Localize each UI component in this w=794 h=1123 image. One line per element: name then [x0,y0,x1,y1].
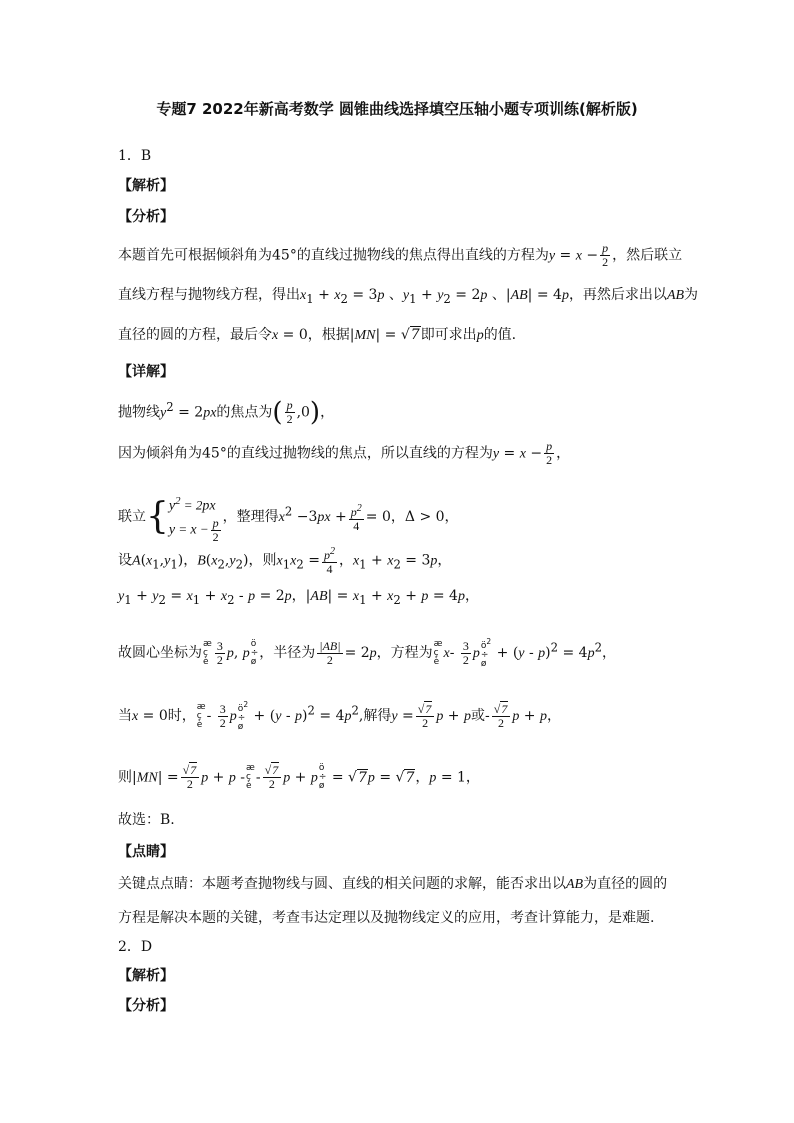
q1-xiangjie-header: 【详解】 [118,364,174,380]
q1-detail-line-5: $y_1 + y_2 = x_1 + x_2 - p = 2p$，$|AB| = x_1 + x_2 + p = 4p$， [118,588,479,607]
q2-answer: 2．D [118,939,153,955]
q1-detail-line-1: 抛物线$y^2 = 2px$的焦点为( $\frac{p}{2}$ ,0)， [118,397,335,428]
q1-answer: 1．B [118,148,152,164]
q2-jiexi-header: 【解析】 [118,968,174,984]
q1-jiexi-header: 【解析】 [118,178,174,194]
q1-detail-line-7: 当x = 0时， æ ç è - $\frac{3}{2}$ p $ö^2$ ÷ ø + $(y - p)^2 = 4p^2$,解得y = $\frac{√7}{2}$ p + p或- $\frac{√7}{2}$ p + p， [118,700,561,732]
q1-dianjing-line-1: 关键点点睛：本题考查抛物线与圆、直线的相关问题的求解，能否求出以AB为直径的圆的 [118,876,668,892]
document-title: 专题7 2022年新高考数学 圆锥曲线选择填空压轴小题专项训练(解析版) [156,100,638,118]
q1-detail-line-4: 设$A(x_1,y_1)$，$B(x_2,y_2)$，则$x_1x_2$ = $\frac{p^2}{4}$ ，$x_1 + x_2 = 3p$， [118,546,452,576]
q1-fenxi-header: 【分析】 [118,209,174,225]
q1-conclusion: 故选：B. [118,812,175,828]
q1-detail-line-3: 联立{ $y^2 = 2px$ y = x − $\frac{p}{2}$ ，整理得$x^2 -3px$ + $\frac{p^2}{4}$ = 0，Δ > 0， [118,495,459,545]
q1-detail-line-2: 因为倾斜角为45°的直线过抛物线的焦点，所以直线的方程为y = x − $\frac{p}{2}$ ， [118,439,571,467]
q1-detail-line-8: 则|MN| = $\frac{√7}{2}$ p + p - æ ç è - $\frac{√7}{2}$ p + p ö ÷ ø = √7p = √7，p = 1， [118,763,480,791]
q1-analysis-line-2: 直线方程与抛物线方程，得出$x_1 + x_2 = 3p$ 、$y_1 + y_2 = 2p$ 、|AB| = 4p，再然后求出以AB为 [118,287,699,306]
q1-analysis-line-1: 本题首先可根据倾斜角为45°的直线过抛物线的焦点得出直线的方程为y = x − $\frac{p}{2}$ ，然后联立 [118,241,683,269]
q1-dianjing-line-2: 方程是解决本题的关键，考查韦达定理以及抛物线定义的应用，考查计算能力，是难题. [118,910,655,926]
q1-detail-line-6: 故圆心坐标为 æ ç è $\frac{3}{2}$ p, p ö ÷ ø ，半径为 $\frac{|AB|}{2}$ = 2p，方程为 æ ç è x- $\frac{3}{2}$ p $ö^2$ ÷ ø + $(y - p)^2 = 4p^2$， [118,637,617,669]
q1-dianjing-header: 【点睛】 [118,844,174,860]
q2-fenxi-header: 【分析】 [118,998,174,1014]
q1-analysis-line-3: 直径的圆的方程，最后令x = 0，根据|MN| = √7即可求出p的值. [118,327,517,343]
